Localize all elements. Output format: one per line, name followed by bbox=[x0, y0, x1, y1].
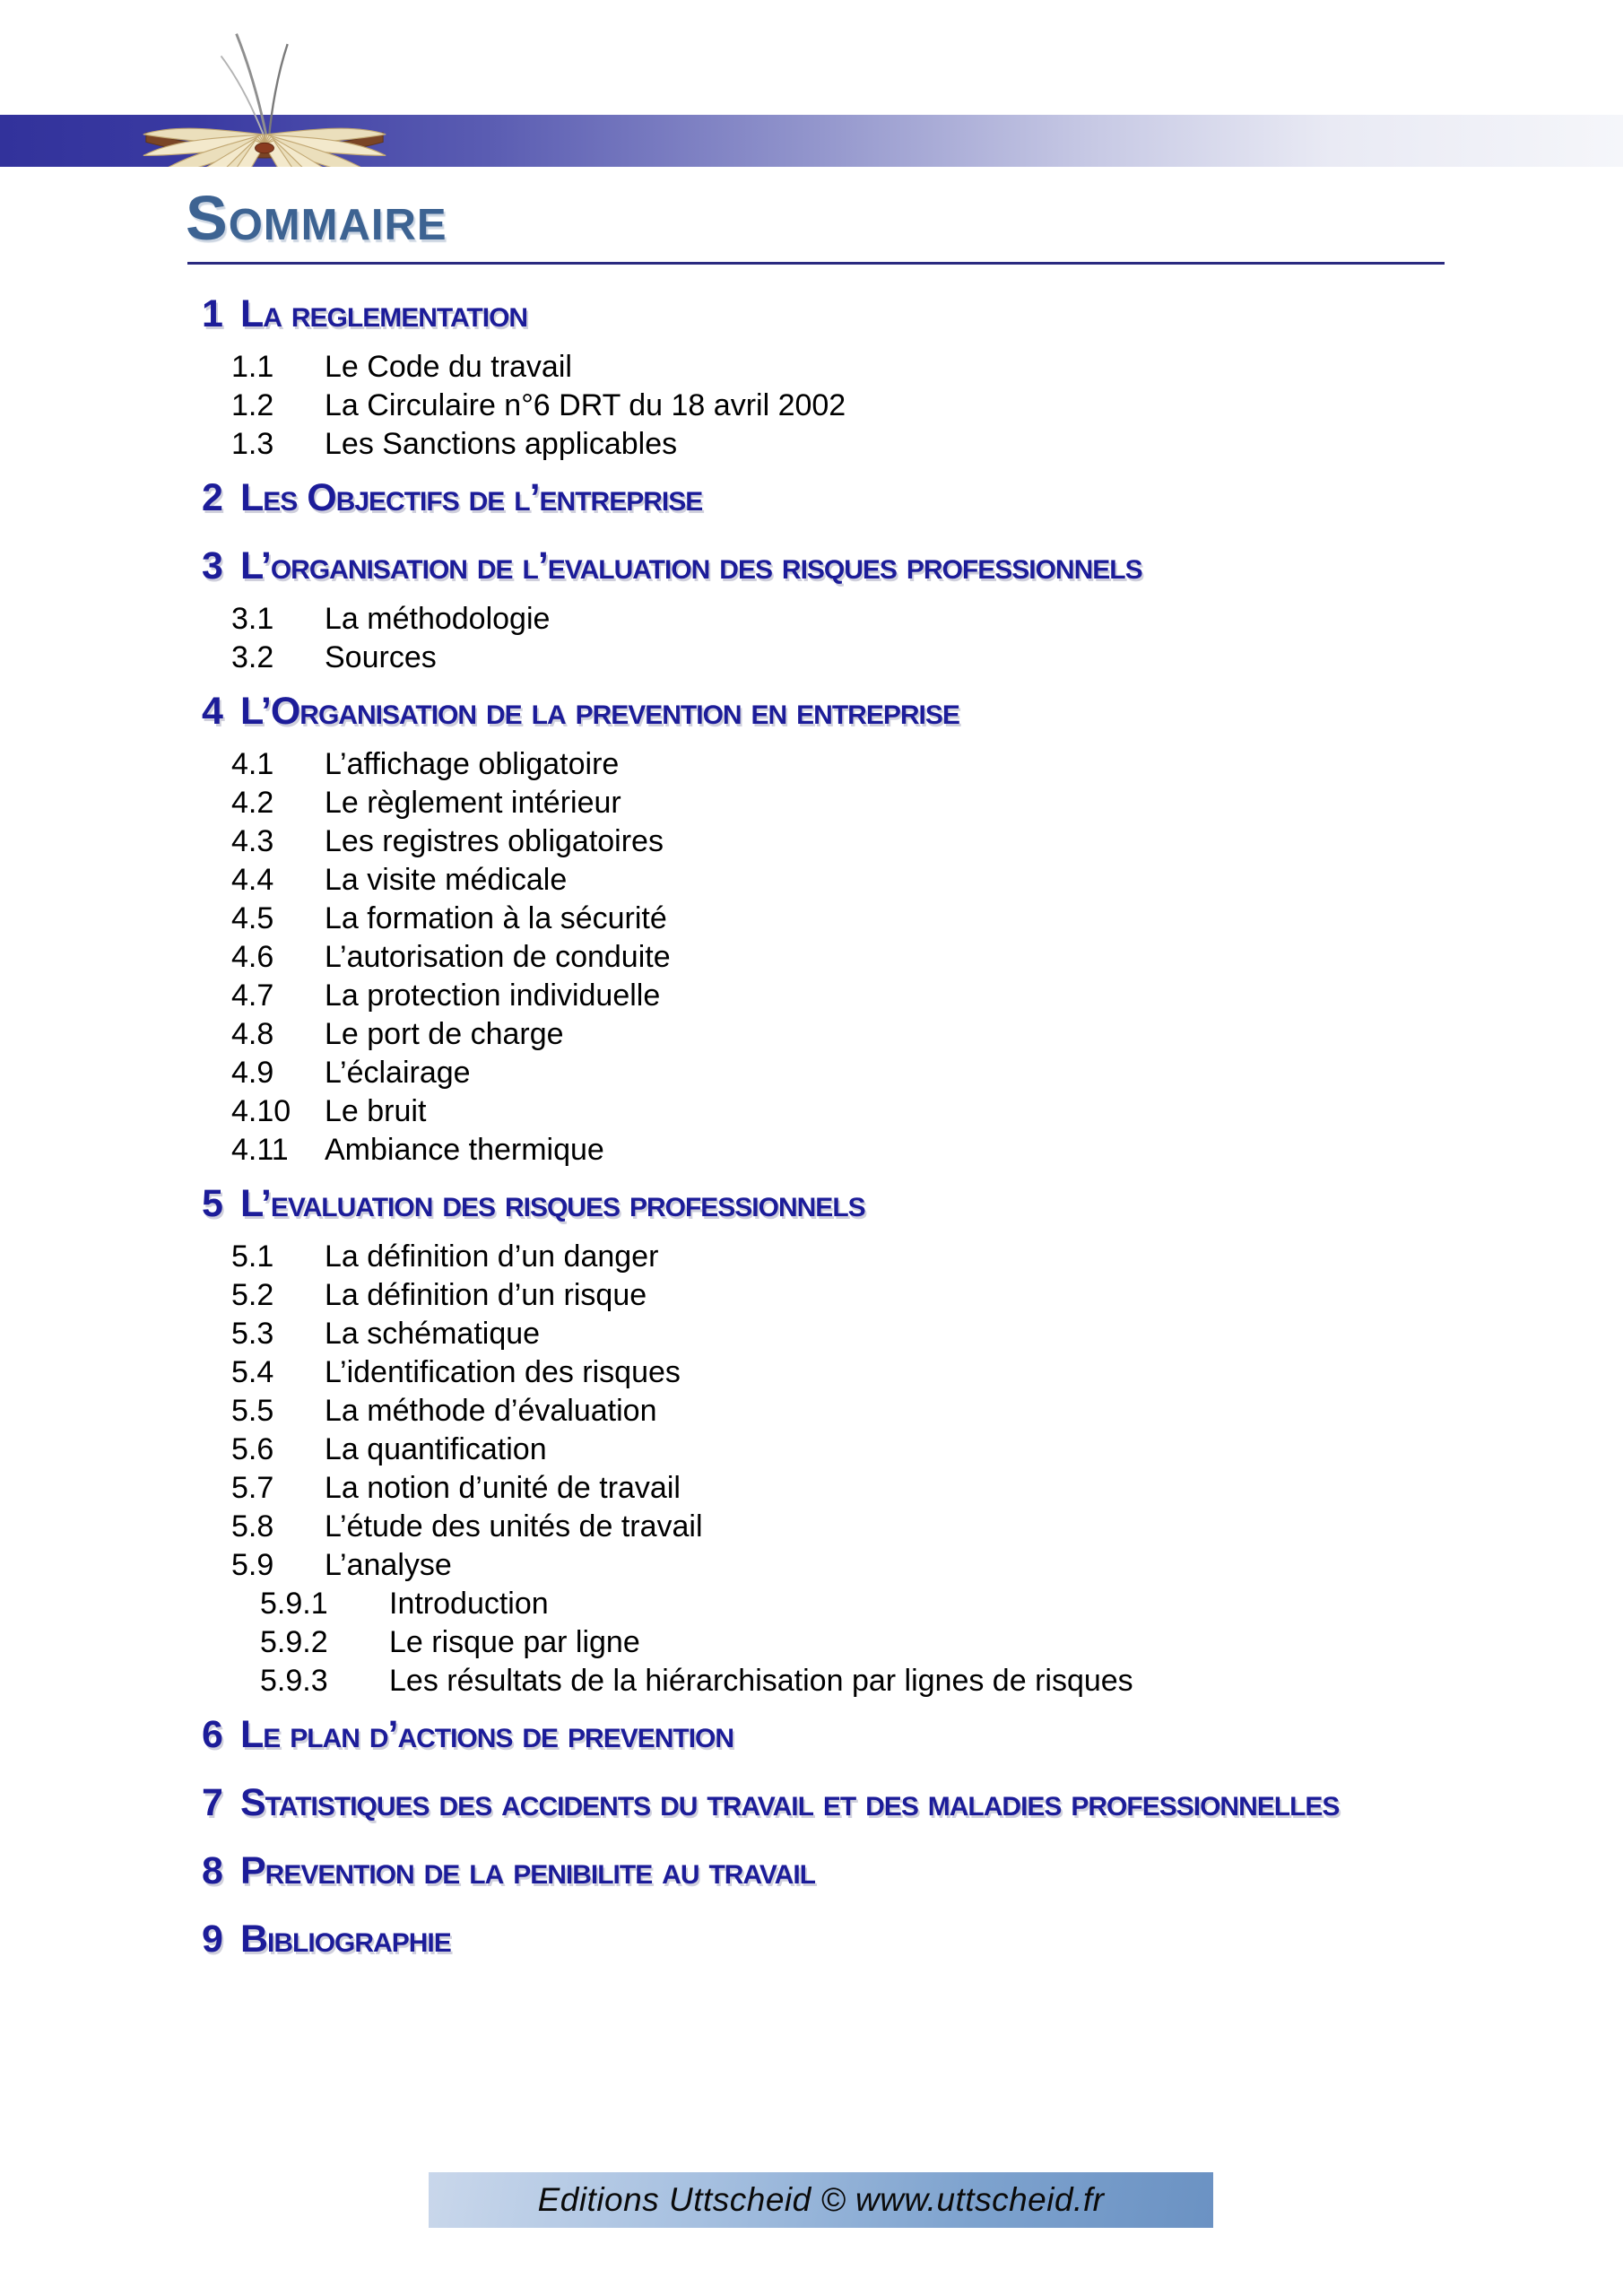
toc-entry-label: La visite médicale bbox=[325, 863, 568, 897]
toc-item-4.11[interactable] bbox=[231, 1131, 1457, 1170]
toc-entry-number: 5.8 bbox=[231, 1509, 274, 1544]
toc-item-5.9.1[interactable] bbox=[260, 1585, 1457, 1623]
toc-section-3[interactable] bbox=[202, 532, 1457, 600]
toc-item-4.6[interactable] bbox=[231, 938, 1457, 977]
toc-entry-number: 6 bbox=[202, 1713, 223, 1756]
toc-entry-label: La reglementation bbox=[240, 292, 528, 335]
toc-entry-label: L’organisation de l’evaluation des risques professionnels bbox=[240, 544, 1142, 587]
toc-item-5.9.3[interactable] bbox=[260, 1662, 1457, 1700]
toc-entry-number: 4.8 bbox=[231, 1017, 274, 1051]
toc-entry-number: 1.1 bbox=[231, 350, 274, 384]
toc-entry-label: Les Objectifs de l’entreprise bbox=[240, 476, 703, 519]
toc-entry-number: 4.5 bbox=[231, 901, 274, 935]
toc-item-5.6[interactable] bbox=[231, 1431, 1457, 1469]
toc-item-4.5[interactable] bbox=[231, 900, 1457, 938]
toc-entry-number: 5.9.1 bbox=[260, 1587, 328, 1621]
toc-entry-number: 5.6 bbox=[231, 1432, 274, 1466]
toc-entry-label: Le Code du travail bbox=[325, 350, 572, 384]
toc-section-9[interactable] bbox=[202, 1905, 1457, 1973]
toc-item-3.1[interactable] bbox=[231, 600, 1457, 639]
toc-item-1.3[interactable] bbox=[231, 425, 1457, 464]
toc-entry-label: L’autorisation de conduite bbox=[325, 940, 671, 974]
toc-entry-number: 3.2 bbox=[231, 640, 274, 674]
toc-entry-number: 4.3 bbox=[231, 824, 274, 858]
toc-item-5.1[interactable] bbox=[231, 1238, 1457, 1276]
open-book-icon bbox=[135, 29, 395, 167]
toc-entry-number: 5.1 bbox=[231, 1239, 274, 1274]
toc-entry-number: 4.11 bbox=[231, 1133, 289, 1167]
toc-entry-number: 3 bbox=[202, 544, 223, 587]
toc-entry-label: L’analyse bbox=[325, 1548, 452, 1582]
toc-entry-label: Le bruit bbox=[325, 1094, 427, 1128]
toc-entry-number: 5.7 bbox=[231, 1471, 274, 1505]
toc-section-5[interactable] bbox=[202, 1170, 1457, 1238]
toc-item-5.9[interactable] bbox=[231, 1546, 1457, 1585]
toc-entry-number: 5.3 bbox=[231, 1317, 274, 1351]
toc-entry-label: Le règlement intérieur bbox=[325, 786, 621, 820]
toc-entry-number: 4 bbox=[202, 690, 223, 733]
title-rule bbox=[187, 262, 1445, 265]
toc bbox=[202, 280, 1457, 1973]
toc-entry-number: 7 bbox=[202, 1781, 223, 1824]
toc-item-4.8[interactable] bbox=[231, 1015, 1457, 1054]
toc-item-4.10[interactable] bbox=[231, 1092, 1457, 1131]
toc-entry-number: 1.3 bbox=[231, 427, 274, 461]
toc-entry-label: L’étude des unités de travail bbox=[325, 1509, 703, 1544]
toc-entry-label: Le port de charge bbox=[325, 1017, 564, 1051]
toc-entry-number: 5.4 bbox=[231, 1355, 274, 1389]
toc-entry-number: 3.1 bbox=[231, 602, 274, 636]
toc-entry-label: Statistiques des accidents du travail et des maladies professionnelles bbox=[240, 1781, 1340, 1824]
toc-item-4.1[interactable] bbox=[231, 745, 1457, 784]
toc-entry-label: Les registres obligatoires bbox=[325, 824, 664, 858]
toc-item-5.7[interactable] bbox=[231, 1469, 1457, 1508]
toc-item-5.8[interactable] bbox=[231, 1508, 1457, 1546]
toc-entry-label: L’identification des risques bbox=[325, 1355, 681, 1389]
toc-item-5.2[interactable] bbox=[231, 1276, 1457, 1315]
toc-entry-number: 1.2 bbox=[231, 388, 274, 422]
toc-entry-number: 4.7 bbox=[231, 978, 274, 1013]
toc-section-7[interactable] bbox=[202, 1769, 1457, 1837]
toc-entry-label: Introduction bbox=[389, 1587, 549, 1621]
toc-entry-label: La quantification bbox=[325, 1432, 547, 1466]
toc-item-1.1[interactable] bbox=[231, 348, 1457, 387]
toc-section-2[interactable] bbox=[202, 464, 1457, 532]
toc-entry-number: 4.4 bbox=[231, 863, 274, 897]
toc-entry-label: La Circulaire n°6 DRT du 18 avril 2002 bbox=[325, 388, 846, 422]
toc-entry-number: 5.5 bbox=[231, 1394, 274, 1428]
toc-item-4.4[interactable] bbox=[231, 861, 1457, 900]
toc-entry-label: Les résultats de la hiérarchisation par lignes de risques bbox=[389, 1664, 1133, 1698]
toc-entry-label: La schématique bbox=[325, 1317, 541, 1351]
footer-text: Editions Uttscheid © www.uttscheid.fr bbox=[537, 2181, 1105, 2218]
toc-entry-label: L’affichage obligatoire bbox=[325, 747, 620, 781]
toc-entry-label: La formation à la sécurité bbox=[325, 901, 667, 935]
toc-entry-label: Le plan d’actions de prevention bbox=[240, 1713, 734, 1756]
toc-entry-label: La définition d’un danger bbox=[325, 1239, 659, 1274]
toc-item-1.2[interactable] bbox=[231, 387, 1457, 425]
toc-entry-number: 4.10 bbox=[231, 1094, 291, 1128]
toc-entry-number: 8 bbox=[202, 1849, 223, 1892]
toc-entry-number: 5 bbox=[202, 1182, 223, 1225]
toc-section-4[interactable] bbox=[202, 677, 1457, 745]
toc-entry-label: La notion d’unité de travail bbox=[325, 1471, 681, 1505]
toc-entry-number: 5.9.3 bbox=[260, 1664, 328, 1698]
toc-item-5.9.2[interactable] bbox=[260, 1623, 1457, 1662]
toc-entry-number: 1 bbox=[202, 292, 223, 335]
footer-bar bbox=[429, 2172, 1213, 2228]
toc-item-4.2[interactable] bbox=[231, 784, 1457, 822]
toc-item-5.4[interactable] bbox=[231, 1353, 1457, 1392]
toc-entry-number: 5.9.2 bbox=[260, 1625, 328, 1659]
toc-entry-label: Ambiance thermique bbox=[325, 1133, 604, 1167]
toc-item-3.2[interactable] bbox=[231, 639, 1457, 677]
toc-entry-label: L’éclairage bbox=[325, 1056, 471, 1090]
toc-section-1[interactable] bbox=[202, 280, 1457, 348]
toc-item-4.3[interactable] bbox=[231, 822, 1457, 861]
toc-entry-label: La définition d’un risque bbox=[325, 1278, 647, 1312]
toc-entry-number: 2 bbox=[202, 476, 223, 519]
toc-section-8[interactable] bbox=[202, 1837, 1457, 1905]
page-title: Sommaire bbox=[186, 183, 447, 253]
toc-entry-label: Les Sanctions applicables bbox=[325, 427, 678, 461]
toc-entry-number: 4.2 bbox=[231, 786, 274, 820]
toc-entry-label: Sources bbox=[325, 640, 437, 674]
toc-entry-number: 4.9 bbox=[231, 1056, 274, 1090]
toc-entry-label: L’evaluation des risques professionnels bbox=[240, 1182, 865, 1225]
toc-item-5.5[interactable] bbox=[231, 1392, 1457, 1431]
toc-entry-label: Le risque par ligne bbox=[389, 1625, 640, 1659]
toc-entry-label: La méthode d’évaluation bbox=[325, 1394, 657, 1428]
toc-section-6[interactable] bbox=[202, 1700, 1457, 1769]
toc-entry-label: L’Organisation de la prevention en entreprise bbox=[240, 690, 959, 733]
toc-entry-number: 4.6 bbox=[231, 940, 274, 974]
toc-item-5.3[interactable] bbox=[231, 1315, 1457, 1353]
toc-entry-number: 5.2 bbox=[231, 1278, 274, 1312]
toc-item-4.9[interactable] bbox=[231, 1054, 1457, 1092]
toc-entry-number: 4.1 bbox=[231, 747, 274, 781]
toc-entry-label: La méthodologie bbox=[325, 602, 551, 636]
toc-entry-label: La protection individuelle bbox=[325, 978, 661, 1013]
toc-entry-number: 9 bbox=[202, 1918, 223, 1961]
toc-entry-number: 5.9 bbox=[231, 1548, 274, 1582]
toc-item-4.7[interactable] bbox=[231, 977, 1457, 1015]
toc-entry-label: Prevention de la penibilite au travail bbox=[240, 1849, 815, 1892]
toc-entry-label: Bibliographie bbox=[240, 1918, 451, 1961]
